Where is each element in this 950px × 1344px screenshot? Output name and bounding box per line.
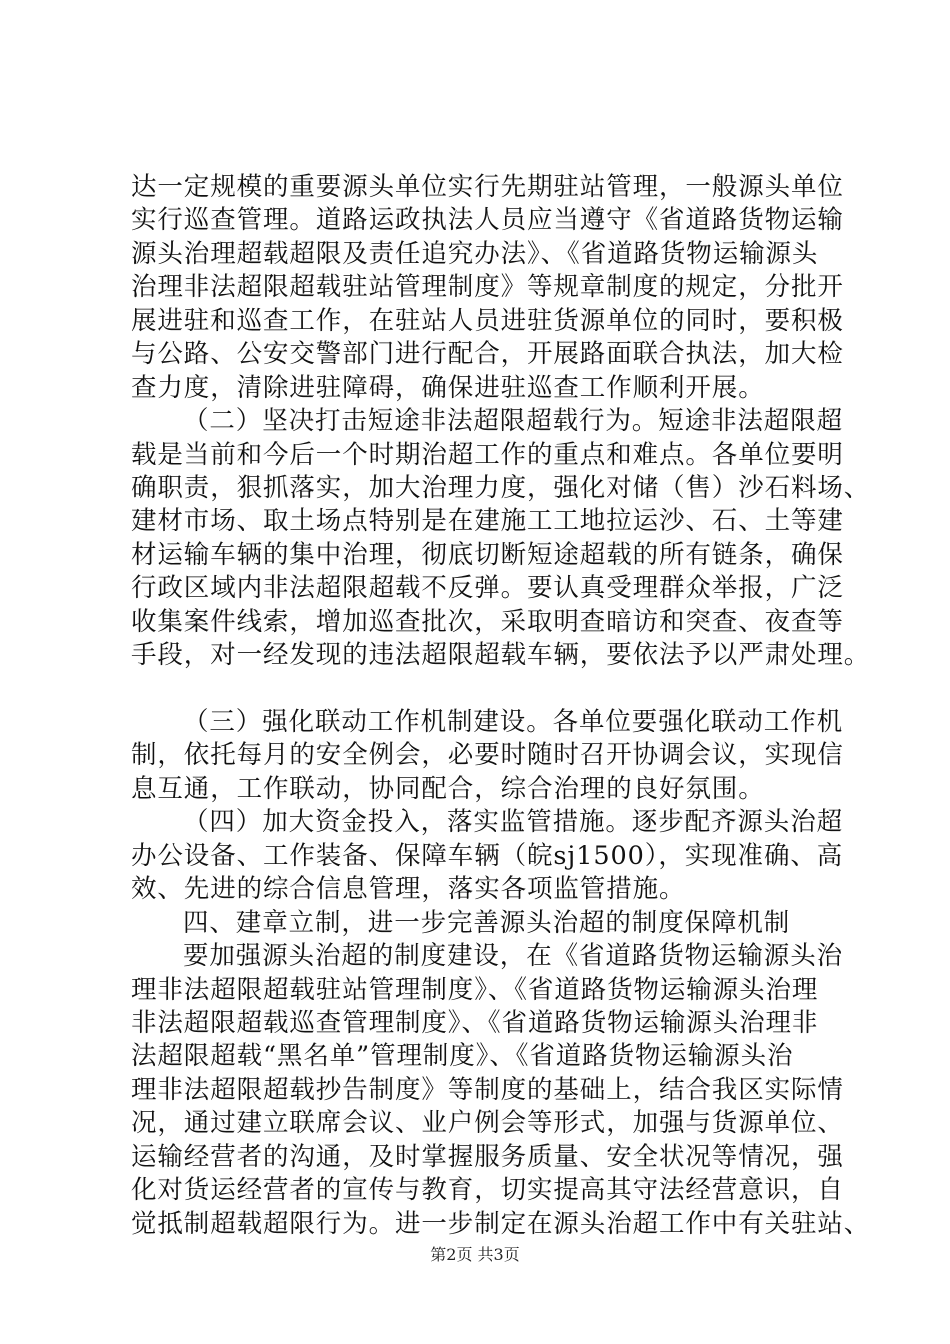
text-line: 息互通，工作联动，协同配合，综合治理的良好氛围。 bbox=[131, 773, 765, 804]
text-line: 法超限超载“黑名单”管理制度》、《省道路货物运输源头治 bbox=[131, 1041, 794, 1072]
text-line: 非法超限超载巡查管理制度》、《省道路货物运输源头治理非 bbox=[131, 1007, 819, 1038]
paragraph-start-line: 要加强源头治超的制度建设，在《省道路货物运输源头治 bbox=[183, 941, 844, 972]
text-line: 源头治理超载超限及责任追究办法》、《省道路货物运输源头 bbox=[131, 238, 819, 269]
body-text bbox=[131, 171, 871, 1241]
text-line: 理非法超限超载驻站管理制度》、《省道路货物运输源头治理 bbox=[131, 974, 819, 1005]
text-line: 查力度，清除进驻障碍，确保进驻巡查工作顺利开展。 bbox=[131, 372, 765, 403]
text-line: 制，依托每月的安全例会，必要时随时召开协调会议，实现信 bbox=[131, 740, 844, 771]
text-line: 收集案件线索，增加巡查批次，采取明查暗访和突查、夜查等 bbox=[131, 606, 844, 637]
paragraph-start-line: （四）加大资金投入，落实监管措施。逐步配齐源头治超 bbox=[183, 807, 844, 838]
text-line: 达一定规模的重要源头单位实行先期驻站管理，一般源头单位 bbox=[131, 172, 844, 202]
paragraph-start-line: （三）强化联动工作机制建设。各单位要强化联动工作机 bbox=[183, 707, 844, 737]
text-line: 手段，对一经发现的违法超限超载车辆，要依法予以严肃处理。 bbox=[131, 640, 871, 671]
text-line: 实行巡查管理。道路运政执法人员应当遵守《省道路货物运输 bbox=[131, 205, 844, 236]
page-number-footer: 第2页 共3页 bbox=[430, 1245, 520, 1264]
text-line: 觉抵制超载超限行为。进一步制定在源头治超工作中有关驻站、 bbox=[131, 1208, 871, 1239]
paragraph-gap bbox=[131, 673, 851, 706]
text-line: 治理非法超限超载驻站管理制度》等规章制度的规定，分批开 bbox=[131, 272, 844, 303]
text-line: 化对货运经营者的宣传与教育，切实提高其守法经营意识，自 bbox=[131, 1175, 844, 1206]
paragraph-start-line: （二）坚决打击短途非法超限超载行为。短途非法超限超 bbox=[183, 406, 844, 437]
text-line: 效、先进的综合信息管理，落实各项监管措施。 bbox=[131, 874, 686, 905]
text-line: 材运输车辆的集中治理，彻底切断短途超载的所有链条，确保 bbox=[131, 539, 844, 570]
text-line: 况，通过建立联席会议、业户例会等形式，加强与货源单位、 bbox=[131, 1108, 844, 1139]
text-line: 建材市场、取土场点特别是在建施工工地拉运沙、石、土等建 bbox=[131, 506, 844, 537]
text-line: 运输经营者的沟通，及时掌握服务质量、安全状况等情况，强 bbox=[131, 1141, 844, 1172]
text-line: 理非法超限超载抄告制度》等制度的基础上，结合我区实际情 bbox=[131, 1074, 844, 1105]
text-line: 载是当前和今后一个时期治超工作的重点和难点。各单位要明 bbox=[131, 439, 844, 470]
section-heading: 四、建章立制，进一步完善源头治超的制度保障机制 bbox=[183, 907, 791, 938]
text-line: 行政区域内非法超限超载不反弹。要认真受理群众举报，广泛 bbox=[131, 573, 844, 604]
text-line: 办公设备、工作装备、保障车辆（皖sj1500），实现准确、高 bbox=[131, 840, 844, 871]
text-line: 展进驻和巡查工作，在驻站人员进驻货源单位的同时，要积极 bbox=[131, 305, 844, 336]
text-line: 确职责，狠抓落实，加大治理力度，强化对储（售）沙石料场、 bbox=[131, 472, 871, 503]
text-line: 与公路、公安交警部门进行配合，开展路面联合执法，加大检 bbox=[131, 339, 844, 370]
